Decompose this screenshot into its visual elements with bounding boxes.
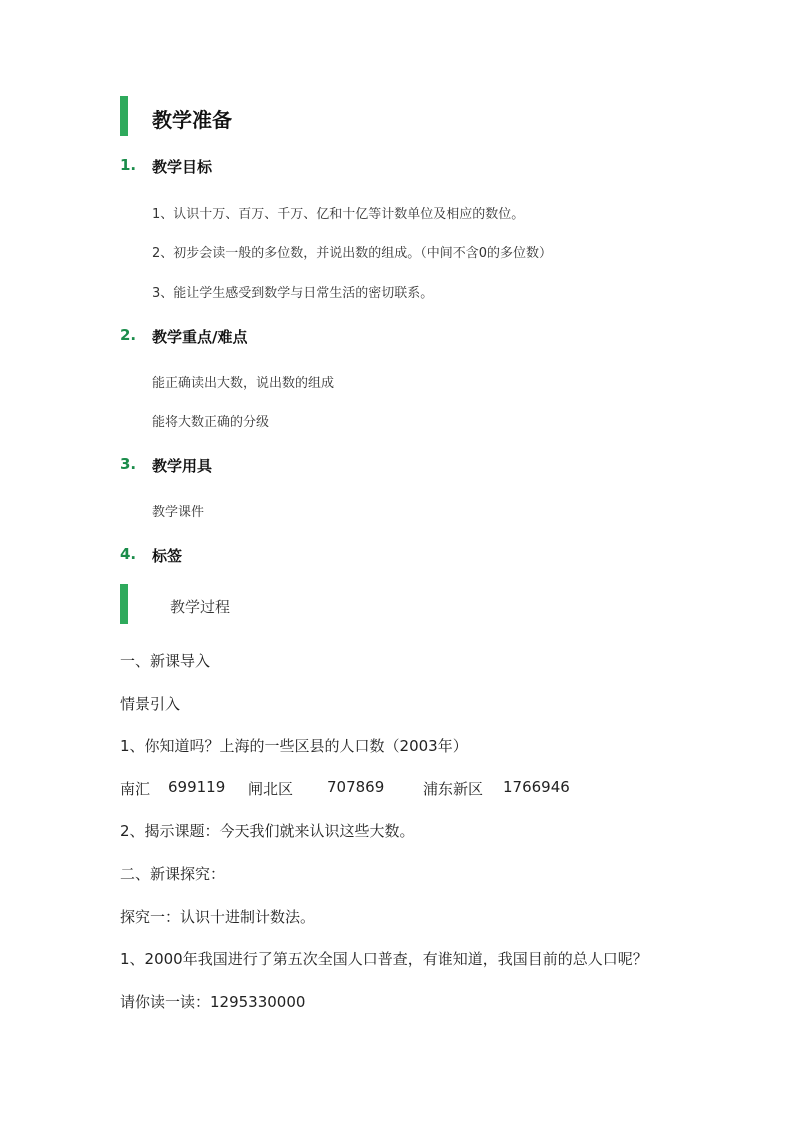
section-number: 2.: [120, 326, 137, 344]
tool-item: 教学课件: [152, 505, 205, 520]
population-name: 浦东新区: [423, 780, 484, 798]
population-value: 1766946: [503, 778, 570, 796]
section-number: 3.: [120, 455, 137, 473]
goal-item: 1、认识十万、百万、千万、亿和十亿等计数单位及相应的数位。: [152, 207, 525, 222]
section-number: 4.: [120, 545, 137, 563]
process-line: 1、2000年我国进行了第五次全国人口普查，有谁知道，我国目前的总人口呢？: [120, 950, 648, 968]
page-title: 教学准备: [152, 108, 232, 132]
section-title-tags: 标签: [152, 547, 183, 565]
key-point-item: 能将大数正确的分级: [152, 415, 270, 430]
section-title-key-points: 教学重点/难点: [152, 328, 248, 346]
process-line: 请你读一读：1295330000: [120, 993, 306, 1011]
process-line: 1、你知道吗？上海的一些区县的人口数（2003年）: [120, 737, 468, 755]
process-line: 二、新课探究：: [120, 865, 226, 883]
population-name: 闸北区: [248, 780, 294, 798]
heading-accent-bar: [120, 584, 128, 624]
process-line: 探究一：认识十进制计数法。: [120, 908, 316, 926]
population-value: 699119: [168, 778, 226, 796]
process-line: 2、揭示课题：今天我们就来认识这些大数。: [120, 822, 415, 840]
process-title: 教学过程: [170, 598, 231, 616]
goal-item: 2、初步会读一般的多位数，并说出数的组成。（中间不含0的多位数）: [152, 246, 553, 261]
process-line: 情景引入: [120, 695, 181, 713]
section-title-goals: 教学目标: [152, 158, 213, 176]
population-name: 南汇: [120, 780, 151, 798]
goal-item: 3、能让学生感受到数学与日常生活的密切联系。: [152, 286, 434, 301]
section-number: 1.: [120, 156, 137, 174]
section-title-tools: 教学用具: [152, 457, 213, 475]
population-value: 707869: [327, 778, 385, 796]
process-line: 一、新课导入: [120, 652, 211, 670]
heading-accent-bar: [120, 96, 128, 136]
key-point-item: 能正确读出大数，说出数的组成: [152, 376, 335, 391]
